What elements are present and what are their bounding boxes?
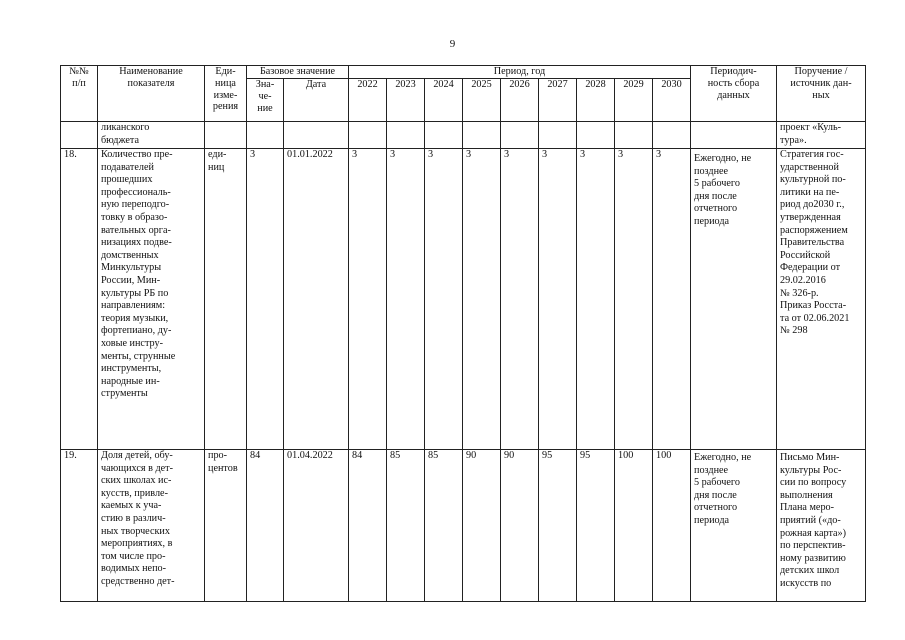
header-base: Базовое значение — [247, 66, 349, 79]
row-name: Количество пре- подавателей прошедших профессиональ- ную переподго- товку в образо- вательных орга- низациях подве- домственных Минкультуры России, Мин- культуры РБ по направлениям: теория музыки, фортепиано, ду- ховые инстру- менты, струнные инструменты, народные ин- струменты — [98, 149, 205, 450]
row-num — [61, 122, 98, 149]
row-value: 3 — [425, 149, 463, 450]
row-name: ликанского бюджета — [98, 122, 205, 149]
row-value: 95 — [577, 450, 615, 602]
indicators-table — [60, 65, 866, 602]
row-value: 3 — [463, 149, 501, 450]
row-value: 90 — [501, 450, 539, 602]
header-year: 2026 — [501, 79, 539, 122]
header-frequency: Периодич- ность сбора данных — [691, 66, 777, 122]
row-base-value: 84 — [247, 450, 284, 602]
header-year: 2029 — [615, 79, 653, 122]
row-num: 19. — [61, 450, 98, 602]
row-value: 3 — [653, 149, 691, 450]
page-number: 9 — [449, 38, 456, 50]
row-value: 3 — [387, 149, 425, 450]
row-value — [615, 122, 653, 149]
header-year: 2027 — [539, 79, 577, 122]
header-unit: Еди- ница изме- рения — [205, 66, 247, 122]
row-base-value: 3 — [247, 149, 284, 450]
header-year: 2025 — [463, 79, 501, 122]
row-source: Письмо Мин- культуры Рос- сии по вопросу выполнения Плана меро- приятий («до- рожная карта») по перспектив- ному развитию детских школ искусств по — [777, 450, 866, 602]
row-base-date — [284, 122, 349, 149]
row-value: 85 — [425, 450, 463, 602]
row-value — [539, 122, 577, 149]
row-frequency: Ежегодно, не позднее 5 рабочего дня после отчетного периода — [691, 450, 777, 602]
row-source: проект «Куль- тура». — [777, 122, 866, 149]
row-value — [425, 122, 463, 149]
row-name: Доля детей, обу- чающихся в дет- ских школах ис- кусств, привле- каемых к уча- стию в различ- ных творческих мероприятиях, в том числе про- водимых непо- средственно дет- — [98, 450, 205, 602]
header-name: Наименование показателя — [98, 66, 205, 122]
header-year: 2023 — [387, 79, 425, 122]
header-base-date: Дата — [284, 79, 349, 122]
row-value: 3 — [615, 149, 653, 450]
row-value: 95 — [539, 450, 577, 602]
row-base-date: 01.04.2022 — [284, 450, 349, 602]
row-frequency: Ежегодно, не позднее 5 рабочего дня после отчетного периода — [691, 149, 777, 450]
header-year: 2024 — [425, 79, 463, 122]
row-base-value — [247, 122, 284, 149]
row-value: 84 — [349, 450, 387, 602]
row-value: 85 — [387, 450, 425, 602]
header-year: 2030 — [653, 79, 691, 122]
row-value: 90 — [463, 450, 501, 602]
row-source: Стратегия гос- ударственной культурной по- литики на пе- риод до2030 г., утвержденная распоряжением Правительства Российской Федерации от 29.02.2016 № 326-р. Приказ Росста- та от 02.06.2021 № 298 — [777, 149, 866, 450]
row-num: 18. — [61, 149, 98, 450]
row-unit — [205, 122, 247, 149]
row-value — [387, 122, 425, 149]
row-frequency — [691, 122, 777, 149]
table-row — [61, 149, 866, 450]
row-value: 3 — [501, 149, 539, 450]
table-row — [61, 122, 866, 149]
row-unit: еди- ниц — [205, 149, 247, 450]
header-source: Поручение / источник дан- ных — [777, 66, 866, 122]
header-period: Период, год — [349, 66, 691, 79]
row-value: 3 — [349, 149, 387, 450]
row-value — [349, 122, 387, 149]
row-unit: про- центов — [205, 450, 247, 602]
row-value: 100 — [615, 450, 653, 602]
header-year: 2028 — [577, 79, 615, 122]
row-value — [501, 122, 539, 149]
row-value: 3 — [539, 149, 577, 450]
row-value: 100 — [653, 450, 691, 602]
row-value — [463, 122, 501, 149]
row-value — [653, 122, 691, 149]
row-value: 3 — [577, 149, 615, 450]
row-base-date: 01.01.2022 — [284, 149, 349, 450]
header-base-value: Зна- че- ние — [247, 79, 284, 122]
header-year: 2022 — [349, 79, 387, 122]
header-num: №№ п/п — [61, 66, 98, 122]
row-value — [577, 122, 615, 149]
table-row — [61, 450, 866, 602]
